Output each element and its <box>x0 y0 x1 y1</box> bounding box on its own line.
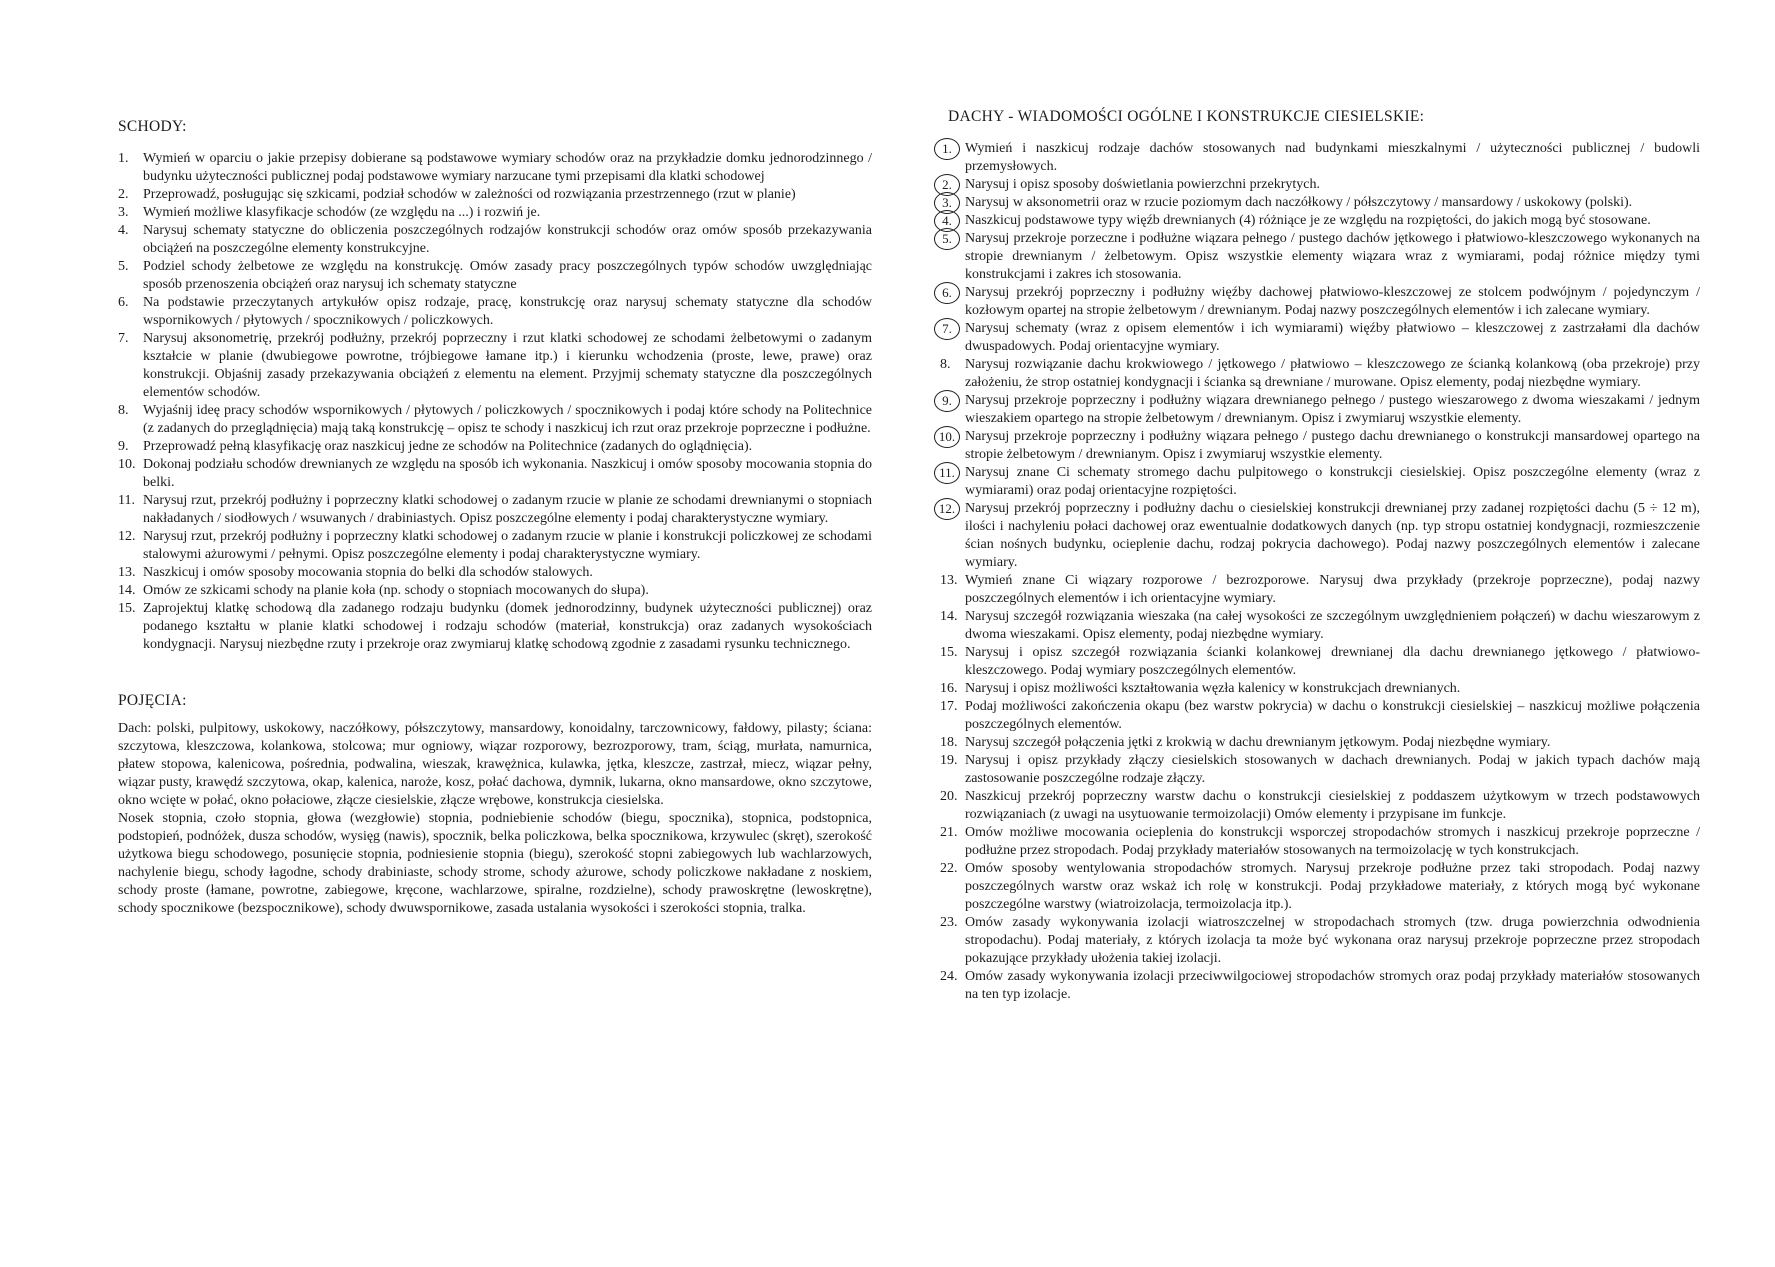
item-text: Dokonaj podziału schodów drewnianych ze względu na sposób ich wykonania. Naszkicuj i omów sposoby mocowania stopnia do belki. <box>143 457 872 490</box>
list-item <box>118 204 872 222</box>
list-item <box>118 330 872 402</box>
item-text: Narysuj przekroje poprzeczny i podłużny wiązara pełnego / pustego dachu drewnianego o konstrukcji mansardowej opartego na stropie żelbetowym / drewnianym. Opisz i zwymiaruj wszystkie elementy. <box>965 429 1700 462</box>
item-text: Narysuj i opisz szczegół rozwiązania ścianki kolankowej drewnianej dla dachu drewnianego jętkowego / płatwiowo-kleszczowego. Podaj wymiary poszczególnych elementów. <box>965 645 1700 678</box>
item-text: Narysuj szczegół połączenia jętki z krokwią w dachu drewnianym jętkowym. Podaj niezbędne wymiary. <box>965 735 1551 750</box>
circled-item-number: 12. <box>934 498 960 520</box>
circled-item-number: 6. <box>934 282 960 304</box>
item-text: Wymień i naszkicuj rodzaje dachów stosowanych nad budynkami mieszkalnymi / użyteczności publicznej / budowli przemysłowych. <box>965 141 1700 174</box>
terms-stairs-paragraph: Nosek stopnia, czoło stopnia, głowa (wezgłowie) stopnia, podniebienie schodów (biegu, spocznika), stopnica, podstopnica, podstopień, podnóżek, dusza schodów, wysięg (nawis), spocznik, belka policzkowa, belka spocznikowa, krzywulec (skręt), szerokość użytkowa biegu schodowego, posunięcie stopnia, podniesienie stopnia (biegu), szerokość stopni zabiegowych lub wachlarzowych, nachylenie biegu, schody łagodne, schody drabiniaste, schody strome, schody ażurowe, schody policzkowe nakładane z noskiem, schody proste (łamane, powrotne, zabiegowe, kręcone, wachlarzowe, spiralne, rozdzielne), schody prawoskrętne (lewoskrętne), schody spocznikowe (bezspocznikowe), schody dwuwspornikowe, zasada ustalania wysokości i szerokości stopnia, tralka. <box>118 811 872 916</box>
list-item <box>940 824 1700 860</box>
list-item <box>118 294 872 330</box>
list-item <box>940 320 1700 356</box>
terms-section <box>118 692 872 918</box>
terms-heading: POJĘCIA: <box>118 692 187 709</box>
item-text: Wyjaśnij ideę pracy schodów wspornikowych / płytowych / policzkowych / spocznikowych i podaj które schody na Politechnice (z zadanych do przeglądnięcia) mają taką konstrukcję – opisz te schody i naszkicuj ich rzut oraz przekroje poprzeczne i podłużne. <box>143 403 872 436</box>
list-item <box>118 402 872 438</box>
circled-item-number: 9. <box>934 390 960 412</box>
list-item <box>940 914 1700 968</box>
item-number: 17. <box>940 699 958 714</box>
list-item <box>118 456 872 492</box>
list-item <box>118 582 872 600</box>
item-number: 5. <box>118 259 129 274</box>
item-number: 15. <box>118 601 136 616</box>
item-number: 16. <box>940 681 958 696</box>
item-number: 24. <box>940 969 958 984</box>
list-item <box>940 608 1700 644</box>
circled-item-number: 5. <box>934 228 960 250</box>
item-text: Naszkicuj i omów sposoby mocowania stopnia do belki dla schodów stalowych. <box>143 565 593 580</box>
item-number: 18. <box>940 735 958 750</box>
item-text: Zaprojektuj klatkę schodową dla zadanego rodzaju budynku (domek jednorodzinny, budynek użyteczności publicznej) oraz podanego kształtu w planie klatki schodowej i rodzaju schodów (materiał, konstrukcja) oraz zadanych wysokościach kondygnacji. Narysuj niezbędne rzuty i przekroje oraz zwymiaruj klatkę schodową zgodnie z zasadami rysunku technicznego. <box>143 601 872 652</box>
roofs-question-list <box>940 140 1700 1004</box>
item-number: 22. <box>940 861 958 876</box>
item-number: 11. <box>118 493 135 508</box>
item-text: Narysuj aksonometrię, przekrój podłużny, przekrój poprzeczny i rzut klatki schodowej ze schodami żelbetowymi o zadanym kształcie w planie (dwubiegowe powrotne, trójbiegowe łamane itp.) i kierunku wchodzenia (proste, lewe, prawe) oraz konstrukcji. Objaśnij zasady przekazywania obciążeń z elementu na element. Przyjmij schematy statyczne dla poszczególnych elementów schodów. <box>143 331 872 400</box>
right-column <box>940 108 1700 1004</box>
item-number: 13. <box>118 565 136 580</box>
circled-item-number: 2. <box>934 174 960 196</box>
item-number: 7. <box>118 331 129 346</box>
list-item <box>940 176 1700 194</box>
item-text: Podziel schody żelbetowe ze względu na konstrukcję. Omów zasady pracy poszczególnych typów schodów uwzględniając sposób przenoszenia obciążeń oraz narysuj ich schematy statyczne <box>143 259 872 292</box>
item-number: 9. <box>118 439 129 454</box>
terms-roofs-paragraph: Dach: polski, pulpitowy, uskokowy, naczółkowy, półszczytowy, mansardowy, konoidalny, tarczownicowy, fałdowy, pilasty; ściana: szczytowa, kleszczowa, kolankowa, stolcowa; mur ogniowy, wiązar rozporowy, bezrozporowy, tram, ściąg, murłata, namurnica, płatew stopowa, kalenicowa, pośrednia, podwalina, wieszak, krawężnica, kulawka, jętka, kleszcze, zastrzał, miecz, wiązar pełny, wiązar pusty, krawędź szczytowa, okap, kalenica, naroże, kosz, połać dachowa, dymnik, lukarna, okno mansardowe, okno szczytowe, okno wcięte w połać, okno połaciowe, złącze ciesielskie, złącze wrębowe, konstrukcja ciesielska. <box>118 721 872 808</box>
list-item <box>118 258 872 294</box>
item-text: Omów zasady wykonywania izolacji wiatroszczelnej w stropodachach stromych (tzw. druga powierzchnia odwodnienia stropodachu). Podaj materiały, z których izolacja ta może być wykonana oraz narysuj przekroje poprzeczne przez stropodach pokazujące przykłady ułożenia takiej izolacji. <box>965 915 1700 966</box>
item-number: 14. <box>118 583 136 598</box>
list-item <box>940 698 1700 734</box>
list-item <box>940 752 1700 788</box>
list-item <box>940 860 1700 914</box>
list-item <box>940 500 1700 572</box>
circled-item-number: 7. <box>934 318 960 340</box>
item-text: Wymień możliwe klasyfikacje schodów (ze względu na ...) i rozwiń je. <box>143 205 541 220</box>
list-item <box>940 284 1700 320</box>
list-item <box>118 150 872 186</box>
list-item <box>940 428 1700 464</box>
list-item <box>940 464 1700 500</box>
list-item <box>118 492 872 528</box>
item-number: 15. <box>940 645 958 660</box>
item-number: 10. <box>118 457 136 472</box>
item-number: 2. <box>118 187 129 202</box>
list-item <box>940 788 1700 824</box>
roofs-heading: DACHY - WIADOMOŚCI OGÓLNE I KONSTRUKCJE CIESIELSKIE: <box>948 108 1425 125</box>
item-text: Na podstawie przeczytanych artykułów opisz rodzaje, pracę, konstrukcję oraz narysuj schematy statyczne dla schodów wspornikowych / płytowych / spocznikowych / policzkowych. <box>143 295 872 328</box>
list-item <box>940 680 1700 698</box>
item-text: Narysuj w aksonometrii oraz w rzucie poziomym dach naczółkowy / półszczytowy / mansardowy / uskokowy (polski). <box>965 195 1633 210</box>
list-item <box>940 572 1700 608</box>
list-item <box>118 600 872 654</box>
item-text: Narysuj i opisz przykłady złączy ciesielskich stosowanych w dachach drewnianych. Podaj w jakich typach dachów mają zastosowanie poszczególne rodzaje złączy. <box>965 753 1700 786</box>
item-text: Narysuj rzut, przekrój podłużny i poprzeczny klatki schodowej o zadanym rzucie w planie ze schodami drewnianymi o stopniach nakładanych / siodłowych / wsuwanych / drabiniastych. Opisz poszczególne elementy i podaj charakterystyczne wymiary. <box>143 493 872 526</box>
item-number: 19. <box>940 753 958 768</box>
list-item <box>118 186 872 204</box>
stairs-question-list <box>118 150 872 654</box>
item-text: Naszkicuj podstawowe typy więźb drewnianych (4) różniące je ze względu na rozpiętości, do jakich mogą być stosowane. <box>965 213 1651 228</box>
item-text: Narysuj przekrój poprzeczny i podłużny więźby dachowej płatwiowo-kleszczowej ze stolcem podwójnym / pojedynczym / kozłowym opartej na stropie żelbetowym / drewnianym. Podaj nazwy poszczególnych elementów i ich zalecane wymiary. <box>965 285 1700 318</box>
item-number: 23. <box>940 915 958 930</box>
item-text: Narysuj przekrój poprzeczny i podłużny dachu o ciesielskiej konstrukcji drewnianej przy zadanej rozpiętości dachu (5 ÷ 12 m), ilości i nachyleniu połaci dachowej oraz ewentualnie dodatkowych danych (np. typ stropu ostatniej kondygnacji, rozmieszczenie ścian nośnych budynku, ocieplenie dachu, rodzaj pokrycia dachowego). Podaj nazwy poszczególnych elementów i zalecane wymiary. <box>965 501 1700 570</box>
circled-item-number: 4. <box>934 210 960 232</box>
list-item <box>118 438 872 456</box>
item-text: Wymień znane Ci wiązary rozporowe / bezrozporowe. Narysuj dwa przykłady (przekroje poprzeczne), podaj nazwy poszczególnych elementów i ich orientacyjne wymiary. <box>965 573 1700 606</box>
item-text: Wymień w oparciu o jakie przepisy dobierane są podstawowe wymiary schodów oraz na przykładzie domku jednorodzinnego / budynku użyteczności publicznej podaj podstawowe wymiary narzucane tymi przepisami dla klatki schodowej <box>143 151 872 184</box>
item-text: Omów ze szkicami schody na planie koła (np. schody o stopniach mocowanych do słupa). <box>143 583 649 598</box>
stairs-heading: SCHODY: <box>118 118 187 135</box>
item-text: Narysuj i opisz możliwości kształtowania węzła kalenicy w konstrukcjach drewnianych. <box>965 681 1461 696</box>
item-text: Narysuj i opisz sposoby doświetlania powierzchni przekrytych. <box>965 177 1320 192</box>
item-text: Narysuj schematy statyczne do obliczenia poszczególnych rodzajów konstrukcji schodów oraz omów sposób przekazywania obciążeń na poszczególne elementy konstrukcyjne. <box>143 223 872 256</box>
item-text: Narysuj schematy (wraz z opisem elementów i ich wymiarami) więźby płatwiowo – kleszczowej z zastrzałami dla dachów dwuspadowych. Podaj orientacyjne wymiary. <box>965 321 1700 354</box>
list-item <box>940 194 1700 212</box>
item-number: 1. <box>118 151 129 166</box>
left-column <box>118 118 872 918</box>
item-number: 6. <box>118 295 129 310</box>
circled-item-number: 1. <box>934 138 960 160</box>
item-number: 8. <box>118 403 129 418</box>
item-number: 14. <box>940 609 958 624</box>
item-number: 21. <box>940 825 958 840</box>
item-number: 3. <box>118 205 129 220</box>
item-text: Naszkicuj przekrój poprzeczny warstw dachu o konstrukcji ciesielskiej z poddaszem użytkowym w trzech podstawowych rozwiązaniach (z uwagi na usytuowanie termoizolacji) Omów elementy i przypisane im funkcje. <box>965 789 1700 822</box>
item-text: Narysuj rozwiązanie dachu krokwiowego / jętkowego / płatwiowo – kleszczowego ze ścianką kolankową (oba przekroje) przy założeniu, że strop ostatniej kondygnacji i ścianka są drewniane / murowane. Opisz elementy, podaj niezbędne wymiary. <box>965 357 1700 390</box>
item-number: 12. <box>118 529 136 544</box>
list-item <box>940 212 1700 230</box>
item-text: Przeprowadź pełną klasyfikację oraz naszkicuj jedne ze schodów na Politechnice (zadanych do oglądnięcia). <box>143 439 753 454</box>
item-text: Omów możliwe mocowania ocieplenia do konstrukcji wsporczej stropodachów stromych i naszkicuj przekroje poprzeczne / podłużne przez stropodach. Podaj przykłady materiałów stosowanych na termoizolację w tych konstrukcjach. <box>965 825 1700 858</box>
circled-item-number: 11. <box>934 462 960 484</box>
item-text: Podaj możliwości zakończenia okapu (bez warstw pokrycia) w dachu o konstrukcji ciesielskiej – naszkicuj możliwe połączenia poszczególnych elementów. <box>965 699 1700 732</box>
item-text: Narysuj znane Ci schematy stromego dachu pulpitowego o konstrukcji ciesielskiej. Opisz poszczególne elementy (wraz z wymiarami) oraz podaj orientacyjne rozpiętości. <box>965 465 1700 498</box>
item-text: Narysuj przekroje poprzeczny i podłużny wiązara drewnianego pełnego / pustego wieszarowego z dwoma wieszakami / jednym wieszakiem opartego na stropie żelbetowym / drewnianym. Opisz i zwymiaruj wszystkie elementy. <box>965 393 1700 426</box>
list-item <box>118 564 872 582</box>
list-item <box>118 222 872 258</box>
item-text: Narysuj przekroje porzeczne i podłużne wiązara pełnego / pustego dachów jętkowego i płatwiowo-kleszczowego wykonanych na stropie drewnianym / żelbetowym. Opisz wszystkie elementy wiązara wraz z wymiarami, podaj różnice między tymi konstrukcjami i zakres ich stosowania. <box>965 231 1700 282</box>
circled-item-number: 10. <box>934 426 960 448</box>
list-item <box>940 392 1700 428</box>
list-item <box>940 140 1700 176</box>
item-text: Narysuj szczegół rozwiązania wieszaka (na całej wysokości ze szczególnym uwzględnieniem połączeń) w dachu wieszarowym z dwoma wieszakami. Opisz elementy, podaj niezbędne wymiary. <box>965 609 1700 642</box>
list-item <box>940 230 1700 284</box>
item-text: Przeprowadź, posługując się szkicami, podział schodów w zależności od rozwiązania przestrzennego (rzut w planie) <box>143 187 796 202</box>
item-number: 20. <box>940 789 958 804</box>
list-item <box>940 734 1700 752</box>
list-item <box>940 356 1700 392</box>
list-item <box>118 528 872 564</box>
item-number: 8. <box>940 357 951 372</box>
list-item <box>940 968 1700 1004</box>
circled-item-number: 3. <box>934 192 960 214</box>
item-text: Omów zasady wykonywania izolacji przeciwwilgociowej stropodachów stromych oraz podaj przykłady materiałów stosowanych na ten typ izolacje. <box>965 969 1700 1002</box>
item-number: 4. <box>118 223 129 238</box>
item-text: Narysuj rzut, przekrój podłużny i poprzeczny klatki schodowej o zadanym rzucie w planie i konstrukcji policzkowej ze schodami stalowymi ażurowymi / pełnymi. Opisz poszczególne elementy i podaj charakterystyczne wymiary. <box>143 529 872 562</box>
item-text: Omów sposoby wentylowania stropodachów stromych. Narysuj przekroje podłużne przez taki stropodach. Podaj nazwy poszczególnych warstw oraz wskaż ich rolę w konstrukcji. Podaj przykładowe materiały, z których mogą być wykonane poszczególne warstwy (wiatroizolacja, termoizolacja itp.). <box>965 861 1700 912</box>
item-number: 13. <box>940 573 958 588</box>
list-item <box>940 644 1700 680</box>
